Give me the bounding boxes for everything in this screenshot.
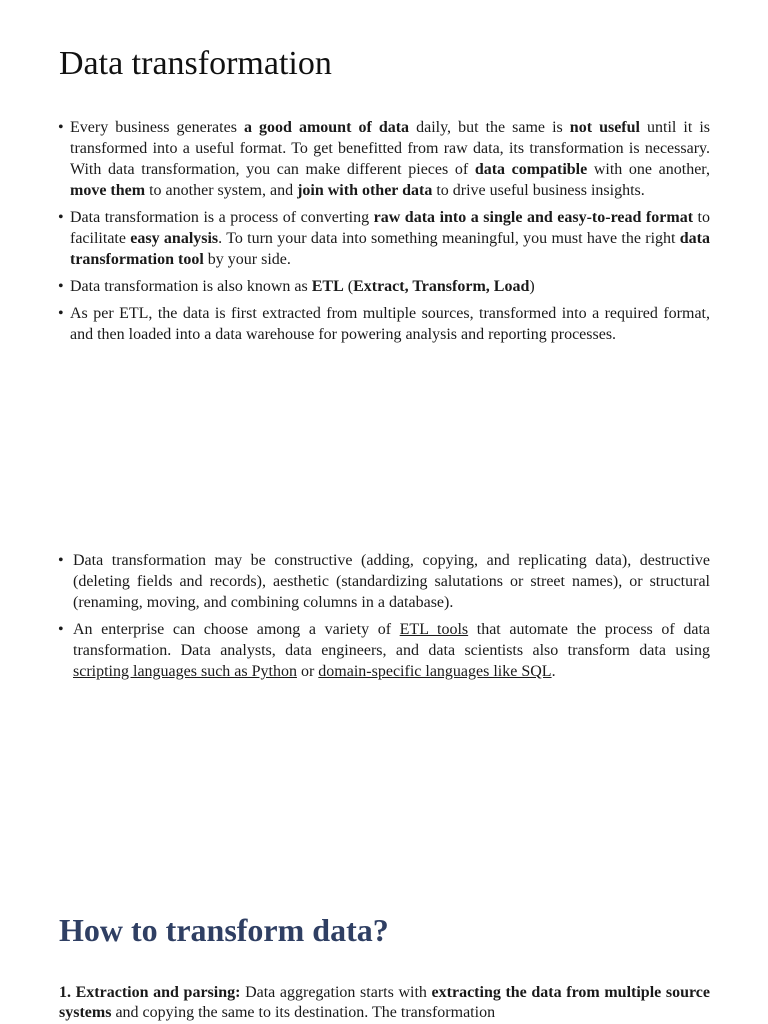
page-title: Data transformation — [59, 45, 332, 82]
bullet-item — [58, 207, 710, 270]
text-run: to facilitate — [70, 209, 711, 247]
bullet-item — [58, 619, 710, 682]
bullet-item — [58, 276, 710, 297]
bold-text: 1. Extraction and parsing: — [59, 984, 241, 1001]
text-run: . — [551, 663, 556, 680]
bold-text: Extract, Transform, Load — [353, 278, 530, 295]
bullet-icon: • — [58, 278, 64, 295]
text-run: Data transformation is also known as — [70, 278, 312, 295]
text-run: ) — [529, 278, 535, 295]
text-run: or — [296, 663, 319, 680]
bullet-icon: • — [58, 209, 64, 226]
bold-text: ETL — [311, 278, 344, 295]
bold-text: data transformation tool — [70, 230, 711, 268]
section-heading: How to transform data? — [59, 912, 389, 948]
bullet-list-overview — [58, 117, 710, 351]
bullet-item — [58, 550, 710, 613]
steps-paragraph — [59, 983, 710, 1023]
bullet-list-details — [58, 550, 710, 688]
text-link[interactable]: ETL tools — [399, 621, 469, 638]
text-run: Data transformation is a process of converting — [70, 209, 374, 226]
bullet-icon: • — [58, 119, 64, 136]
text-run: . To turn your data into something meaningful, you must have the right — [218, 230, 680, 247]
text-run: with one another, — [587, 161, 710, 178]
text-run: and copying the same to its destination. The transformation — [111, 1004, 496, 1021]
text-run: As per ETL, the data is first extracted from multiple sources, transformed into a required format, and then loaded into a data warehouse for powering analysis and reporting processes. — [70, 305, 710, 343]
bullet-item — [58, 117, 710, 201]
text-run: Data transformation may be constructive (adding, copying, and replicating data), destructive (deleting fields and records), aesthetic (standardizing salutations or street names), or structural (renaming, moving, and combining columns in a database). — [73, 552, 710, 611]
text-link[interactable]: scripting languages such as Python — [73, 663, 297, 680]
text-run: that automate the process of data transformation. Data analysts, data engineers, and data scientists also transform data using — [73, 621, 711, 659]
text-run: daily, but the same is — [409, 119, 570, 136]
bold-text: move them — [70, 182, 146, 199]
bold-text: data compatible — [474, 161, 588, 178]
bold-text: a good amount of data — [243, 119, 410, 136]
text-run: ( — [343, 278, 354, 295]
text-run: to drive useful business insights. — [432, 182, 645, 199]
bold-text: raw data into a single and easy-to-read format — [373, 209, 694, 226]
bullet-item — [58, 303, 710, 345]
text-run: to another system, and — [145, 182, 298, 199]
bold-text: join with other data — [297, 182, 433, 199]
bullet-icon: • — [58, 552, 64, 569]
text-run: Every business generates — [70, 119, 244, 136]
text-run: Data aggregation starts with — [240, 984, 432, 1001]
bullet-icon: • — [58, 305, 64, 322]
bullet-icon: • — [58, 621, 64, 638]
bold-text: extracting the data from multiple source systems — [59, 984, 711, 1021]
text-run: An enterprise can choose among a variety of — [73, 621, 400, 638]
text-run: until it is transformed into a useful format. To get benefitted from raw data, its transformation is necessary. With data transformation, you can make different pieces of — [70, 119, 710, 178]
bold-text: easy analysis — [130, 230, 219, 247]
bold-text: not useful — [569, 119, 640, 136]
text-run: by your side. — [203, 251, 291, 268]
text-link[interactable]: domain-specific languages like SQL — [318, 663, 552, 680]
